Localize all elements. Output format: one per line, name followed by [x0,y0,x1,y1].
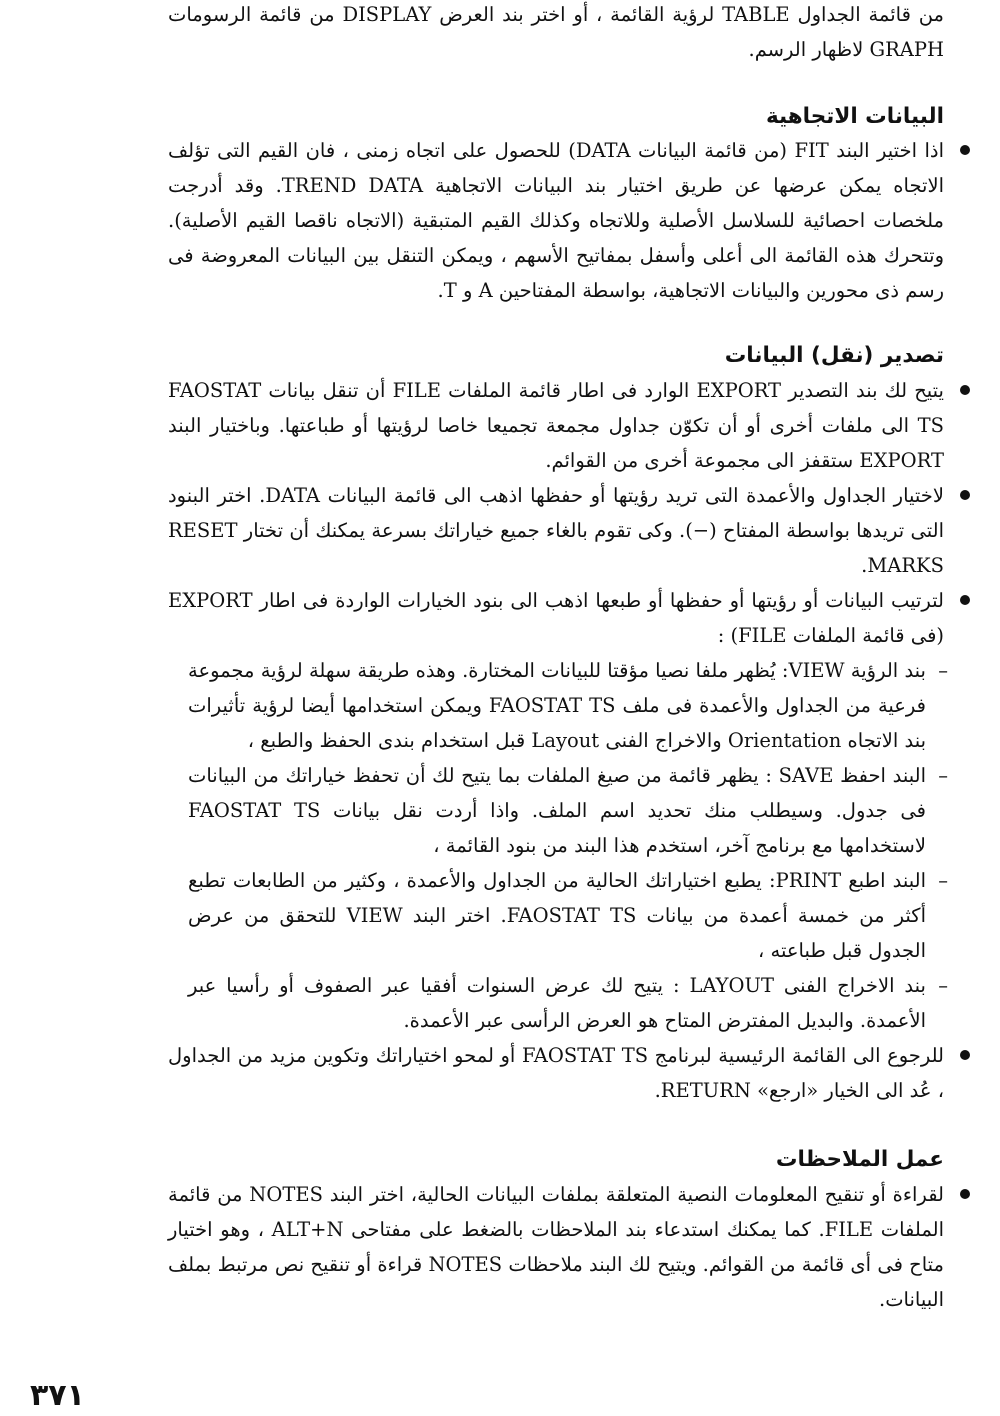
bullet-dot-icon [960,490,970,500]
export-bullet-4 [168,1038,944,1108]
export-bullet-4-text: للرجوع الى القائمة الرئيسية لبرنامج FAOSTAT TS أو لمحو اختياراتك وتكوين مزيد من الجداول ، عُد الى الخيار «ارجع» RETURN. [168,1044,944,1102]
trend-bullet [168,133,944,308]
bullet-dot-icon [960,595,970,605]
export-dash-save-text: البند احفظ SAVE : يظهر قائمة من صيغ الملفات بما يتيح لك أن تحفظ خياراتك من البيانات فى جدول. وسيطلب منك تحديد اسم الملف. واذا أردت نقل بيانات FAOSTAT TS لاستخدامها مع برنامج آخر، استخدم هذا البند من بنود القائمة ، [188,764,927,857]
dash-marker: – [938,659,948,682]
trend-heading: البيانات الاتجاهية [765,104,944,129]
export-dash-layout-text: بند الاخراج الفنى LAYOUT : يتيح لك عرض السنوات أفقيا عبر الصفوف أو رأسيا عبر الأعمدة. والبديل المفترض المتاح هو العرض الرأسى عبر الأعمدة. [188,974,926,1032]
export-dash-save [188,758,948,863]
bullet-dot-icon [960,145,970,155]
page-body [168,0,948,1317]
notes-heading: عمل الملاحظات [775,1147,944,1172]
notes-bullet [168,1177,944,1317]
page-number: ٣٧١ [30,1378,85,1413]
export-bullet-3-text: لترتيب البيانات أو رؤيتها أو حفظها أو طبعها اذهب الى بنود الخيارات الواردة فى اطار EXPORT (فى قائمة الملفات FILE) : [168,589,944,647]
export-dash-print [188,863,948,968]
bullet-dot-icon [960,1189,970,1199]
dash-marker: – [938,869,948,892]
trend-text: اذا اختير البند FIT (من قائمة البيانات DATA) للحصول على اتجاه زمنى ، فان القيم التى تؤلف الاتجاه يمكن عرضها عن طريق اختيار بند البيانات الاتجاهية TREND DATA. وقد أدرجت ملخصات احصائية للسلاسل الأصلية وللاتجاه وكذلك القيم المتبقية (الاتجاه ناقصا القيم الأصلية). وتتحرك هذه القائمة الى أعلى وأسفل بمفاتيح الأسهم ، ويمكن التنقل بين البيانات المعروضة فى رسم ذى محورين والبيانات الاتجاهية، بواسطة المفتاحين A و T. [168,139,944,302]
export-bullet-3 [168,583,944,653]
export-dash-view-text: بند الرؤية VIEW: يُظهر ملفا نصيا مؤقتا للبيانات المختارة. وهذه طريقة سهلة لرؤية مجموعة فرعية من الجداول والأعمدة فى ملف FAOSTAT TS ويمكن استخدامها أيضا لرؤية تأثيرات بند الاتجاه Orientation والاخراج الفنى Layout قبل استخدام بندى الحفظ والطبع ، [188,659,927,752]
export-bullet-1-text: يتيح لك بند التصدير EXPORT الوارد فى اطار قائمة الملفات FILE أن تنقل بيانات FAOSTAT TS الى ملفات أخرى أو أن تكوّن جداول مجمعة تجميعا خاصا لرؤيتها أو طباعتها. وباختيار البند EXPORT ستقفز الى مجموعة أخرى من القوائم. [168,379,944,472]
export-dash-layout [188,968,948,1038]
dash-marker: – [938,974,948,997]
export-bullet-2 [168,478,944,583]
export-bullet-2-text: لاختيار الجداول والأعمدة التى تريد رؤيتها أو حفظها اذهب الى قائمة البيانات DATA. اختر البنود التى تريدها بواسطة المفتاح (−). وكى تقوم بالغاء جميع خياراتك بسرعة يمكنك أن تختار RESET MARKS. [168,484,944,577]
intro-paragraph: من قائمة الجداول TABLE لرؤية القائمة ، أو اختر بند العرض DISPLAY من قائمة الرسومات GRAPH لاظهار الرسم. [168,3,944,61]
export-heading: تصدير (نقل) البيانات [724,343,944,368]
bullet-dot-icon [960,1050,970,1060]
bullet-dot-icon [960,385,970,395]
export-dash-print-text: البند اطبع PRINT: يطبع اختياراتك الحالية من الجداول والأعمدة ، وكثير من الطابعات تطبع أكثر من خمسة أعمدة من بيانات FAOSTAT TS. اختر البند VIEW للتحقق من عرض الجدول قبل طباعته ، [188,869,927,962]
dash-marker: – [938,764,948,787]
export-bullet-1 [168,373,944,478]
export-dash-view [188,653,948,758]
notes-bullet-text: لقراءة أو تنقيح المعلومات النصية المتعلقة بملفات البيانات الحالية، اختر البند NOTES من قائمة الملفات FILE. كما يمكنك استدعاء بند الملاحظات بالضغط على مفتاحى ALT+N ، وهو اختيار متاح فى أى قائمة من القوائم. ويتيح لك البند ملاحظات NOTES قراءة أو تنقيح نص مرتبط بملف البيانات. [168,1183,945,1311]
